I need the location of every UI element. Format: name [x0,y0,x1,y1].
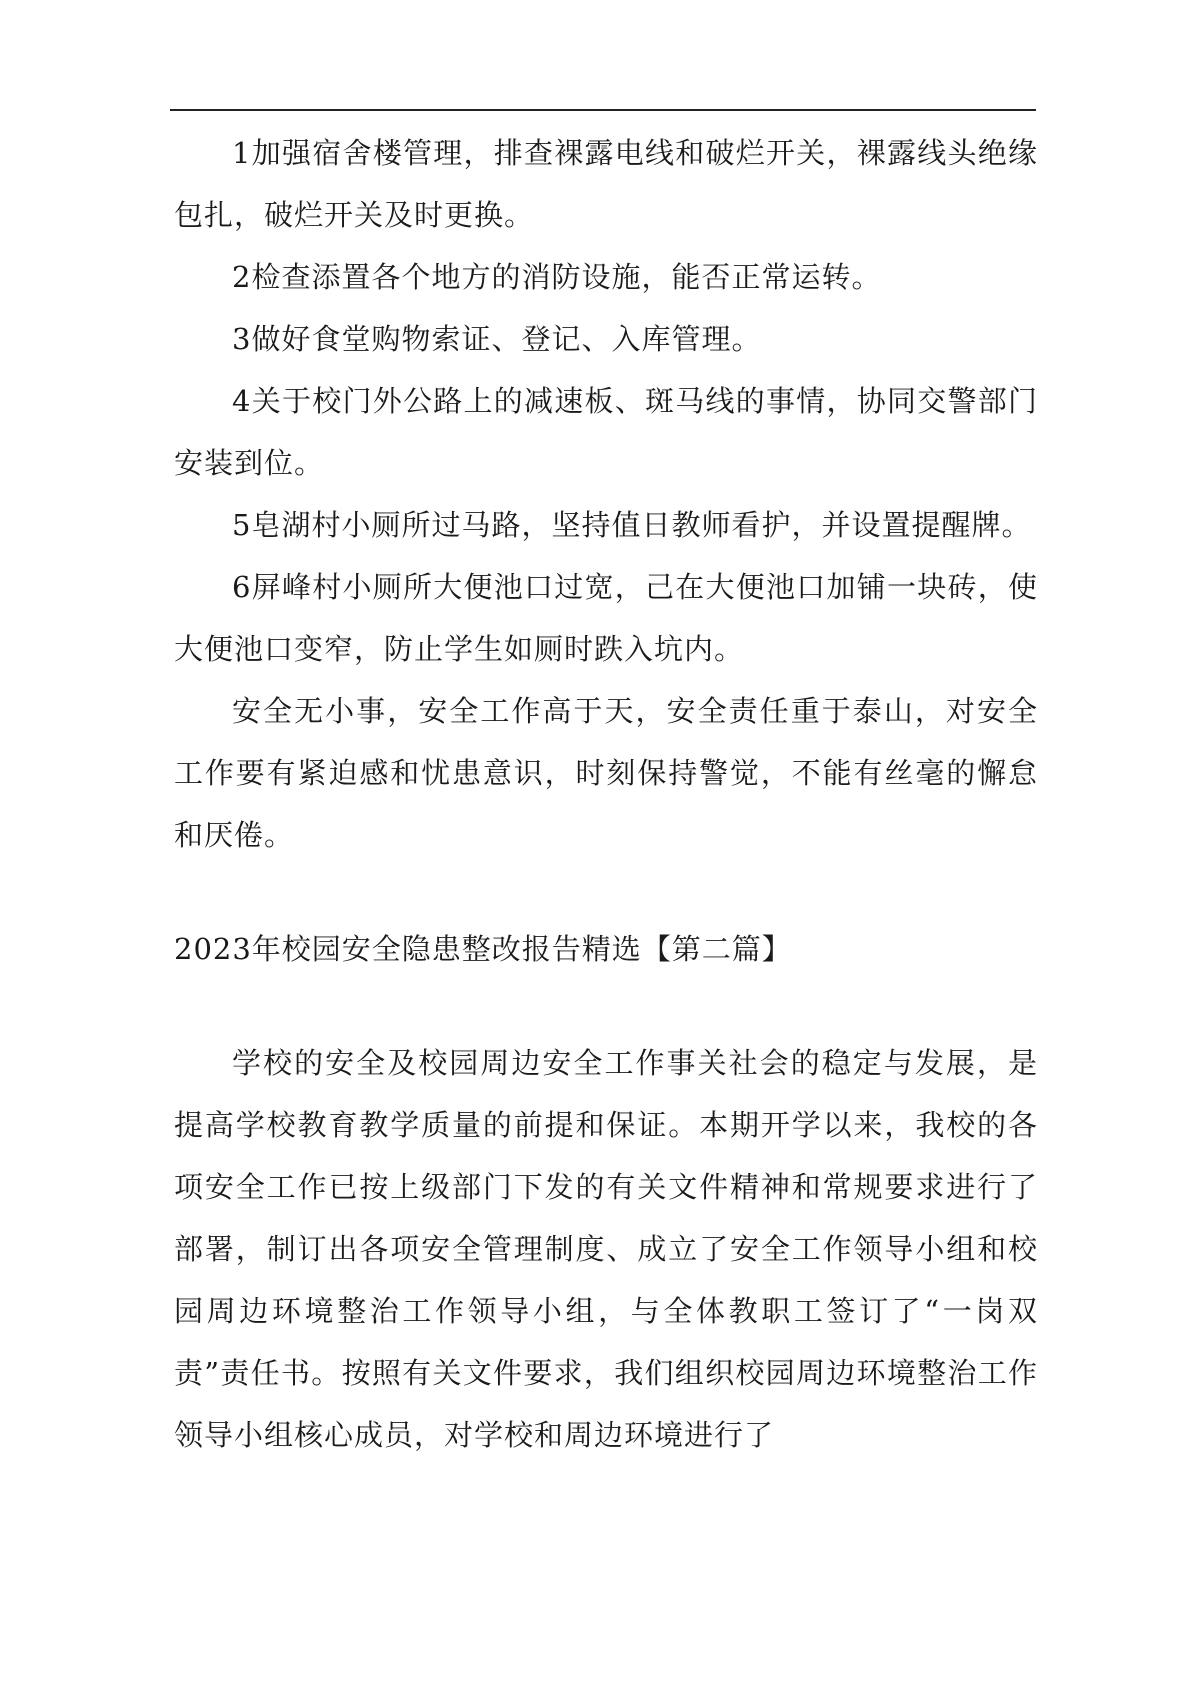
paragraph-canteen: 3做好食堂购物索证、登记、入库管理。 [232,322,762,356]
section-heading: 2023年校园安全隐患整改报告精选【第二篇】 [174,932,792,966]
paragraph-pingfeng-village: 6屏峰村小厕所大便池口过宽，己在大便池口加铺一块砖，使大便池口变窄，防止学生如厕时跌入坑内。 [174,570,1038,666]
document-body [174,122,1038,1466]
paragraph-zaohu-village: 5皂湖村小厕所过马路，坚持值日教师看护，并设置提醒牌。 [232,508,1032,542]
paragraph-dormitory: 1加强宿舍楼管理，排查裸露电线和破烂开关，裸露线头绝缘包扎，破烂开关及时更换。 [174,136,1038,232]
paragraph-road-safety: 4关于校门外公路上的减速板、斑马线的事情，协同交警部门安装到位。 [174,384,1038,480]
paragraph-safety-summary: 安全无小事，安全工作高于天，安全责任重于泰山，对安全工作要有紧迫感和忧患意识，时刻保持警觉，不能有丝毫的懈怠和厌倦。 [174,694,1038,852]
paragraph-fire-facilities: 2检查添置各个地方的消防设施，能否正常运转。 [232,260,882,294]
paragraph-second-report-intro: 学校的安全及校园周边安全工作事关社会的稳定与发展，是提高学校教育教学质量的前提和保证。本期开学以来，我校的各项安全工作已按上级部门下发的有关文件精神和常规要求进行了部署，制订出各项安全管理制度、成立了安全工作领导小组和校园周边环境整治工作领导小组，与全体教职工签订了“一岗双责”责任书。按照有关文件要求，我们组织校园周边环境整治工作领导小组核心成员，对学校和周边环境进行了 [174,1046,1038,1452]
header-rule [170,109,1036,111]
